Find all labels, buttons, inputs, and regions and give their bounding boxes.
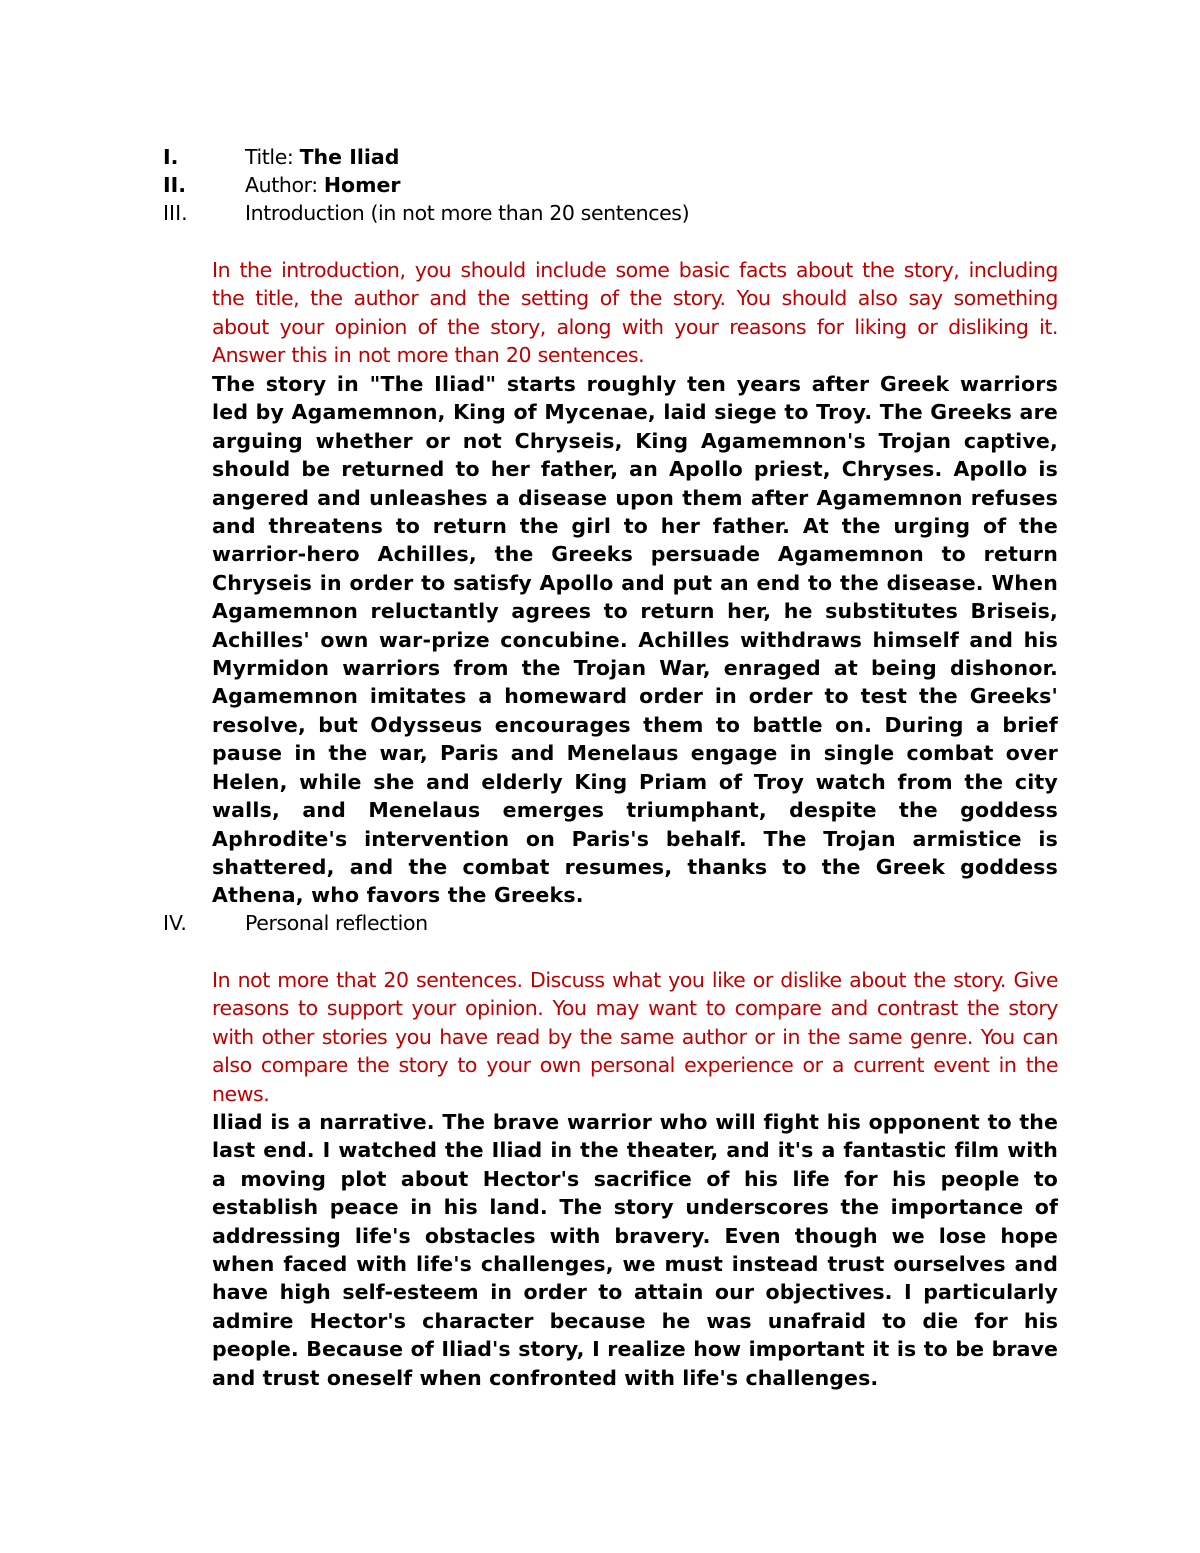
author-field: [245, 171, 401, 199]
reflection-answer: Iliad is a narrative. The brave warrior who will fight his opponent to the last end. I watched the Iliad in the theater, and it's a fantastic film with a moving plot about Hector's sacrifice of his life for his people to establish peace in his land. The story underscores the importance of addressing life's obstacles with bravery. Even though we lose hope when faced with life's challenges, we must instead trust ourselves and have high self-esteem in order to attain our objectives. I particularly admire Hector's character because he was unafraid to die for his people. Because of Iliad's story, I realize how important it is to be brave and trust oneself when confronted with life's challenges.: [212, 1110, 1058, 1390]
outline-numeral: III.: [163, 201, 188, 225]
reflection-heading: Personal reflection: [245, 911, 428, 935]
outline-numeral: I.: [163, 145, 179, 169]
title-field: [245, 143, 399, 171]
introduction-heading: Introduction (in not more than 20 sentences): [245, 201, 690, 225]
outline-item-author: [163, 171, 1063, 199]
introduction-instructions: In the introduction, you should include some basic facts about the story, including the title, the author and the setting of the story. You should also say something about your opinion of the story, along with your reasons for liking or disliking it. Answer this in not more than 20 sentences.: [212, 258, 1058, 368]
outline-item-introduction: [163, 199, 1063, 227]
outline-numeral: II.: [163, 173, 187, 197]
title-value: The Iliad: [299, 145, 400, 169]
author-value: Homer: [323, 173, 401, 197]
outline-item-reflection: [163, 909, 1063, 937]
reflection-instructions: In not more that 20 sentences. Discuss what you like or dislike about the story. Give reasons to support your opinion. You may want to compare and contrast the story with other stories you have read by the same author or in the same genre. You can also compare the story to your own personal experience or a current event in the news.: [212, 968, 1058, 1106]
author-label: Author:: [245, 173, 318, 197]
introduction-answer: The story in "The Iliad" starts roughly ten years after Greek warriors led by Agamemnon, King of Mycenae, laid siege to Troy. The Greeks are arguing whether or not Chryseis, King Agamemnon's Trojan captive, should be returned to her father, an Apollo priest, Chryses. Apollo is angered and unleashes a disease upon them after Agamemnon refuses and threatens to return the girl to her father. At the urging of the warrior-hero Achilles, the Greeks persuade Agamemnon to return Chryseis in order to satisfy Apollo and put an end to the disease. When Agamemnon reluctantly agrees to return her, he substitutes Briseis, Achilles' own war-prize concubine. Achilles withdraws himself and his Myrmidon warriors from the Trojan War, enraged at being dishonor. Agamemnon imitates a homeward order in order to test the Greeks' resolve, but Odysseus encourages them to battle on. During a brief pause in the war, Paris and Menelaus engage in single combat over Helen, while she and elderly King Priam of Troy watch from the city walls, and Menelaus emerges triumphant, despite the goddess Aphrodite's intervention on Paris's behalf. The Trojan armistice is shattered, and the combat resumes, thanks to the Greek goddess Athena, who favors the Greeks.: [212, 372, 1058, 908]
outline-numeral: IV.: [163, 911, 187, 935]
title-label: Title:: [245, 145, 294, 169]
outline-item-title: [163, 143, 1063, 171]
